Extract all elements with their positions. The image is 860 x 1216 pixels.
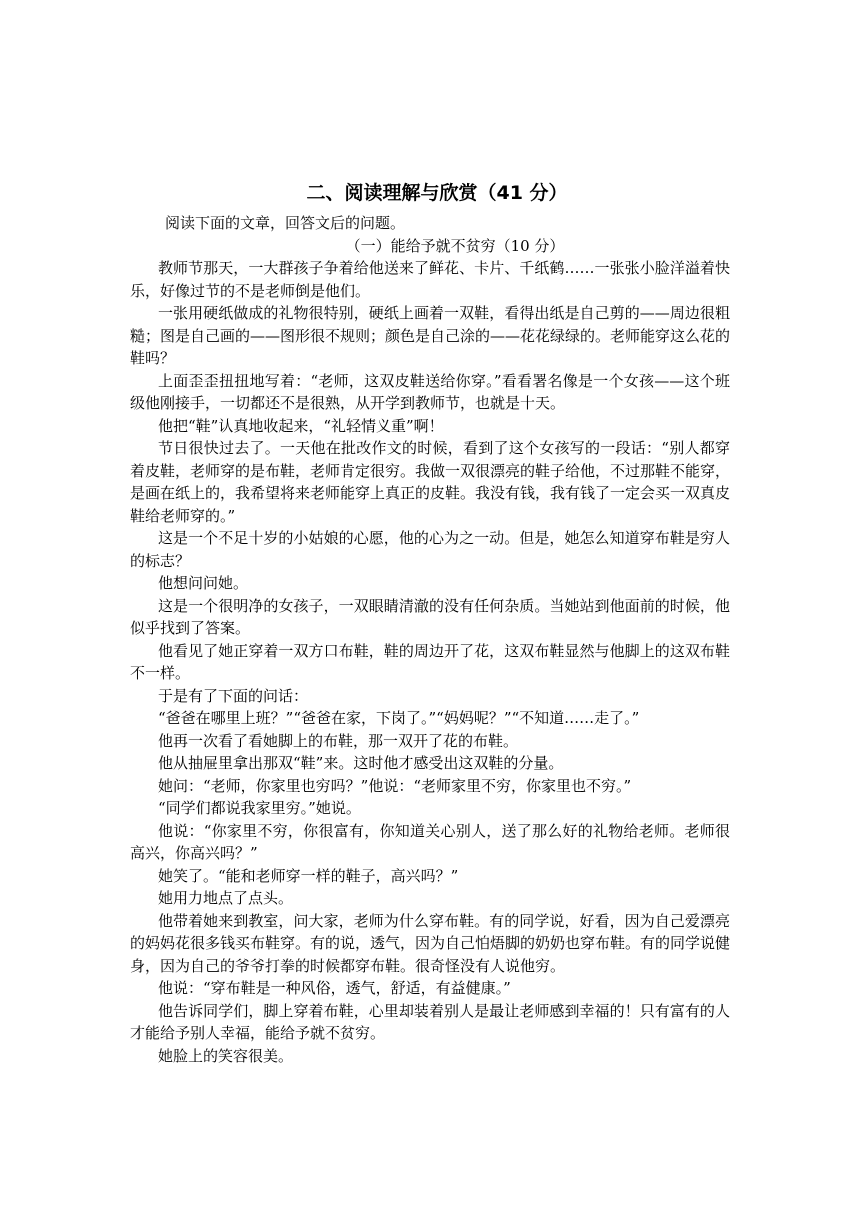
passage-title: （一）能给予就不贫穷（10 分） [345, 236, 565, 255]
paragraph: 他从抽屉里拿出那双“鞋”来。这时他才感受出这双鞋的分量。 [158, 754, 564, 772]
paragraph: 她脸上的笑容很美。 [158, 1046, 294, 1065]
paragraph: 她问：“老师，你家里也穷吗？”他说：“老师家里不穷，你家里也不穷。” [158, 776, 632, 795]
instruction-text: 阅读下面的文章，回答文后的问题。 [165, 214, 406, 232]
paragraph: 这是一个很明净的女孩子，一双眼睛清澈的没有任何杂质。当她站到他面前的时候，他似乎找到了答案。 [130, 596, 730, 637]
paragraph: 她用力地点了点头。 [158, 889, 294, 907]
paragraph: 一张用硬纸做成的礼物很特别，硬纸上画着一双鞋，看得出纸是自己剪的——周边很粗糙；图是自己画的——图形很不规则；颜色是自己涂的——花花绿绿的。老师能穿这么花的鞋吗？ [130, 304, 731, 367]
paragraph: 上面歪歪扭扭地写着：“老师，这双皮鞋送给你穿。”看看署名像是一个女孩——这个班级他刚接手，一切都还不是很熟，从开学到教师节，也就是十天。 [130, 371, 730, 412]
paragraph: 他告诉同学们，脚上穿着布鞋，心里却装着别人是最让老师感到幸福的！只有富有的人才能给予别人幸福，能给予就不贫穷。 [130, 1001, 730, 1042]
document-page [130, 176, 730, 1067]
paragraph: 他想问问她。 [158, 574, 249, 592]
paragraph: 他把“鞋”认真地收起来，“礼轻情义重”啊！ [158, 416, 444, 435]
paragraph: 她笑了。“能和老师穿一样的鞋子，高兴吗？” [158, 866, 459, 885]
paragraph: 他带着她来到教室，问大家，老师为什么穿布鞋。有的同学说，好看，因为自己爱漂亮的妈妈花很多钱买布鞋穿。有的说，透气，因为自己怕焐脚的奶奶也穿布鞋。有的同学说健身，因为自己的爷爷打拳的时候都穿布鞋。很奇怪没有人说他穷。 [130, 911, 731, 975]
paragraph: 他再一次看了看她脚上的布鞋，那一双开了花的布鞋。 [158, 731, 519, 750]
paragraph: 这是一个不足十岁的小姑娘的心愿，他的心为之一动。但是，她怎么知道穿布鞋是穷人的标志？ [130, 529, 730, 570]
paragraph: 教师节那天，一大群孩子争着给他送来了鲜花、卡片、千纸鹤……一张张小脸洋溢着快乐，好像过节的不是老师倒是他们。 [130, 259, 730, 300]
paragraph: “同学们都说我家里穷。”她说。 [158, 799, 361, 817]
paragraph: 于是有了下面的问话： [158, 686, 309, 705]
section-title: 二、阅读理解与欣赏（41 分） [306, 182, 568, 204]
paragraph: “爸爸在哪里上班？”“爸爸在家，下岗了。”“妈妈呢？”“不知道……走了。” [158, 709, 640, 727]
paragraph: 他看见了她正穿着一双方口布鞋，鞋的周边开了花，这双布鞋显然与他脚上的这双布鞋不一样。 [130, 641, 730, 682]
paragraph: 节日很快过去了。一天他在批改作文的时候，看到了这个女孩写的一段话：“别人都穿着皮鞋，老师穿的是布鞋，老师肯定很穷。我做一双很漂亮的鞋子给他，不过那鞋不能穿，是画在纸上的，我希望将来老师能穿上真正的皮鞋。我没有钱，我有钱了一定会买一双真皮鞋给老师穿的。” [130, 439, 731, 525]
paragraph: 他说：“你家里不穷，你很富有，你知道关心别人，送了那么好的礼物给老师。老师很高兴，你高兴吗？” [130, 821, 730, 862]
paragraph: 他说：“穿布鞋是一种风俗，透气，舒适，有益健康。” [158, 979, 511, 997]
